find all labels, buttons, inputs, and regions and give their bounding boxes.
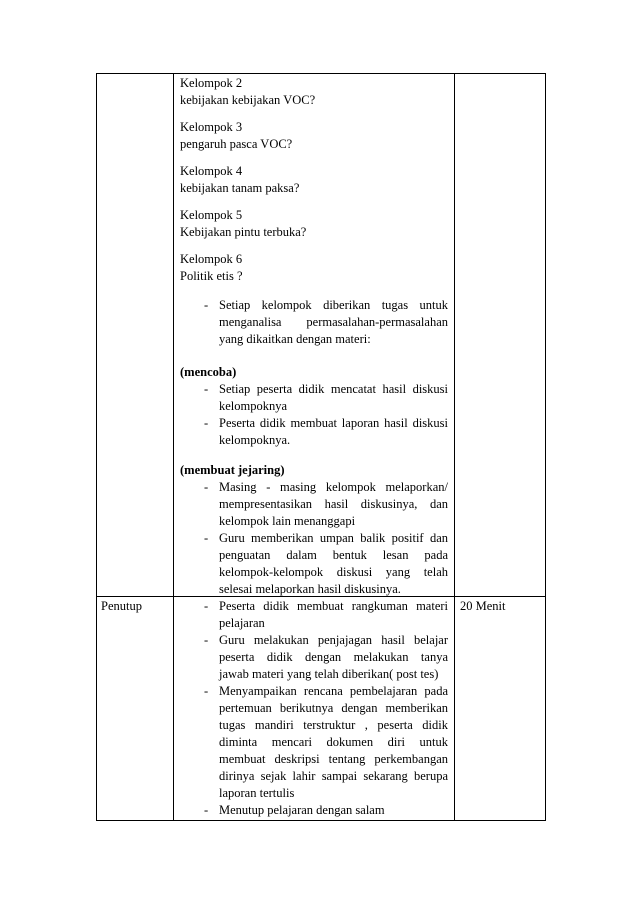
bullet-dash: -	[204, 480, 209, 494]
bullet-dash: -	[204, 531, 209, 545]
group-topic: pengaruh pasca VOC?	[180, 137, 293, 151]
bullet-line: kelompok lain menanggapi	[219, 514, 356, 528]
bullet-line: peserta didik dengan melakukan tanya	[219, 650, 448, 664]
bullet-line: kelompok-kelompok diskusi yang telah	[219, 565, 448, 579]
group-topic: kebijakan tanam paksa?	[180, 181, 300, 195]
bullet-line: pertemuan berikutnya dengan memberikan	[219, 701, 448, 715]
bullet-dash: -	[204, 599, 209, 613]
bullet-line: jawab materi yang telah diberikan( post tes)	[219, 667, 439, 681]
bullet-line: Setiap kelompok diberikan tugas untuk	[219, 298, 448, 312]
bullet-line: kelompoknya	[219, 399, 288, 413]
bullet-line: menganalisa permasalahan-permasalahan	[219, 315, 448, 329]
bullet-line: diminta mencari dokumen diri untuk	[219, 735, 448, 749]
bullet-line: Setiap peserta didik mencatat hasil diskusi	[219, 382, 448, 396]
bullet-line: Guru melakukan penjajagan hasil belajar	[219, 633, 448, 647]
group-topic: Kebijakan pintu terbuka?	[180, 225, 307, 239]
row-label-penutup: Penutup	[101, 599, 142, 613]
column-divider	[173, 74, 174, 820]
bullet-line: kelompoknya.	[219, 433, 291, 447]
bullet-line: membuat deskripsi tentang perkembangan	[219, 752, 448, 766]
bullet-dash: -	[204, 633, 209, 647]
bullet-line: pelajaran	[219, 616, 265, 630]
group-title: Kelompok 2	[180, 76, 243, 90]
bullet-line: tugas mandiri terstruktur , peserta didik	[219, 718, 448, 732]
bullet-line: Masing - masing kelompok melaporkan/	[219, 480, 448, 494]
bullet-line: Menutup pelajaran dengan salam	[219, 803, 385, 817]
bullet-line: Peserta didik membuat rangkuman materi	[219, 599, 448, 613]
bullet-dash: -	[204, 416, 209, 430]
group-title: Kelompok 3	[180, 120, 243, 134]
bullet-line: penguatan dalam bentuk lesan pada	[219, 548, 448, 562]
bullet-line: selesai melaporkan hasil diskusinya.	[219, 582, 401, 596]
bullet-line: mempresentasikan hasil diskusinya, dan	[219, 497, 448, 511]
bullet-line: yang dikaitkan dengan materi:	[219, 332, 371, 346]
bullet-line: laporan tertulis	[219, 786, 295, 800]
bullet-dash: -	[204, 684, 209, 698]
bullet-line: dirinya sejak lahir sampai sekarang berupa	[219, 769, 448, 783]
section-heading-jejaring: (membuat jejaring)	[180, 463, 285, 477]
group-title: Kelompok 6	[180, 252, 243, 266]
group-topic: kebijakan kebijakan VOC?	[180, 93, 316, 107]
bullet-dash: -	[204, 803, 209, 817]
time-allocation: 20 Menit	[460, 599, 506, 613]
bullet-dash: -	[204, 382, 209, 396]
column-divider	[454, 74, 455, 820]
group-title: Kelompok 4	[180, 164, 243, 178]
bullet-line: Peserta didik membuat laporan hasil diskusi	[219, 416, 448, 430]
bullet-dash: -	[204, 298, 209, 312]
bullet-line: Menyampaikan rencana pembelajaran pada	[219, 684, 448, 698]
group-title: Kelompok 5	[180, 208, 243, 222]
section-heading-mencoba: (mencoba)	[180, 365, 237, 379]
group-topic: Politik etis ?	[180, 269, 243, 283]
bullet-line: Guru memberikan umpan balik positif dan	[219, 531, 448, 545]
